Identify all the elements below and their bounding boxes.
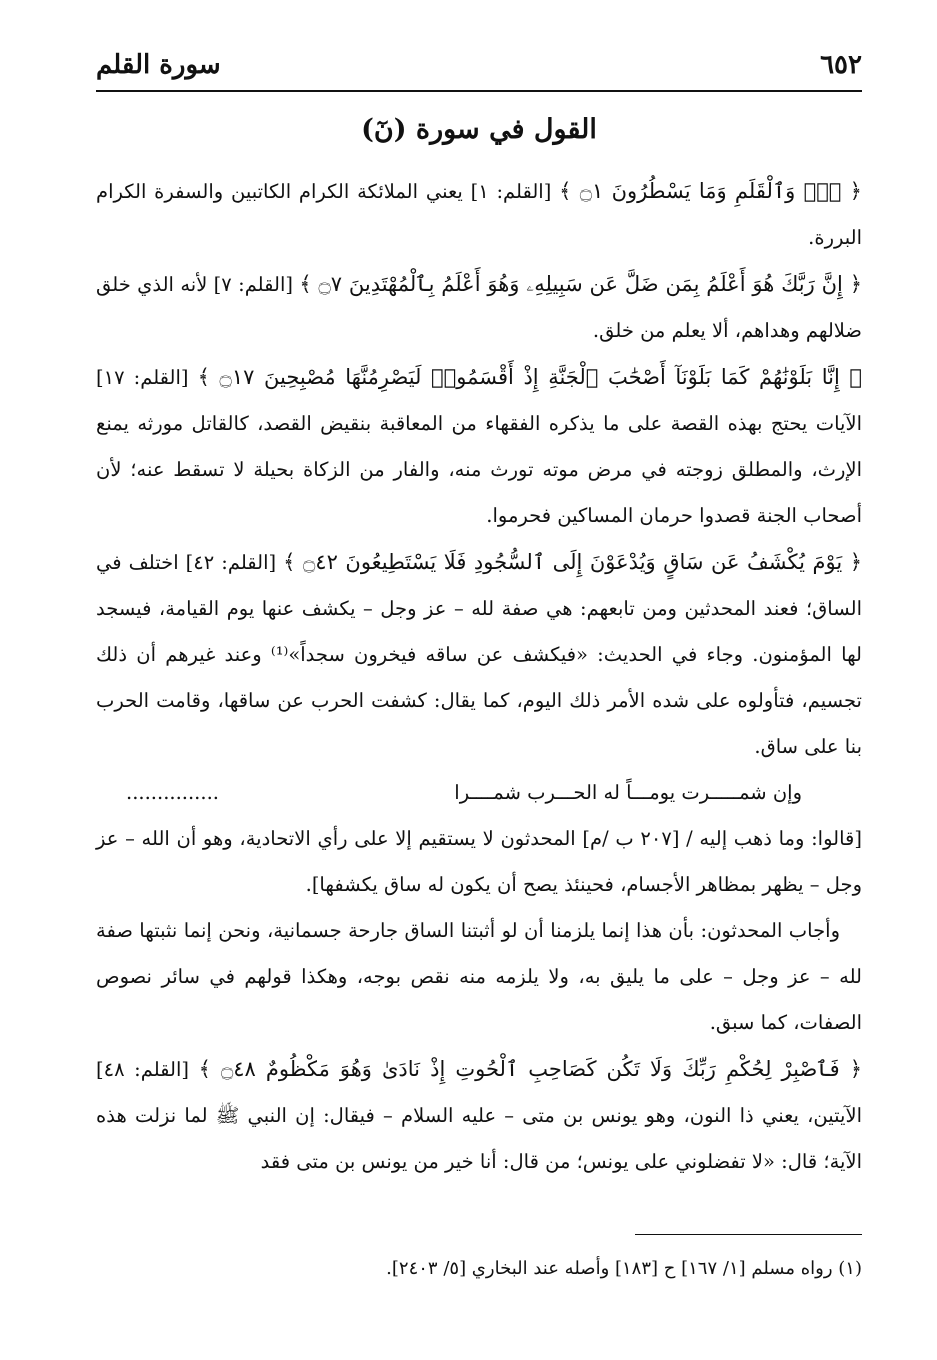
paragraph xyxy=(96,354,862,539)
poem-first-hemistich: وإن شمـــــرت يومـــاً له الحـــرب شمــــرا xyxy=(454,781,802,804)
paragraph xyxy=(96,168,862,261)
paragraph xyxy=(96,1046,862,1185)
quran-verse: ﴿ فَٱصْبِرْ لِحُكْمِ رَبِّكَ وَلَا تَكُن كَصَاحِبِ ٱلْحُوتِ إِذْ نَادَىٰ وَهُوَ مَكْظُومٌ ۝٤٨ ﴾ xyxy=(198,1057,863,1081)
quran-verse: ﴿ نٓۚ وَٱلْقَلَمِ وَمَا يَسْطُرُونَ ۝١ ﴾ xyxy=(559,179,862,203)
chapter-title: القول في سورة (نٓ) xyxy=(361,114,597,145)
page-body xyxy=(96,168,862,1185)
quran-verse: ﴿ إِنَّ رَبَّكَ هُوَ أَعْلَمُ بِمَن ضَلَّ عَن سَبِيلِهِۦ وَهُوَ أَعْلَمُ بِٱلْمُهْتَدِينَ ۝٧ ﴾ xyxy=(299,272,863,296)
commentary-text: [القلم: ١٧] الآيات يحتج بهذه القصة على ما يذكره الفقهاء من المعاقبة بنقيض القصد، كالقاتل مورثه يمنع الإرث، والمطلق زوجته في مرض موته تورث منه، والفار من الزكاة بحيلة لا تسقط عنه؛ لأن أصحاب الجنة قصدوا حرمان المساكين فحرموا. xyxy=(96,366,862,527)
footnote: (١) رواه مسلم [١/ ١٦٧] ح [١٨٣] وأصله عند البخاري [٥/ ٢٤٠٣]. xyxy=(386,1258,862,1279)
commentary-text: [القلم: ١] يعني الملائكة الكرام الكاتبين والسفرة الكرام البررة. xyxy=(96,180,862,249)
paragraph xyxy=(96,539,862,770)
quran-verse: ﴿ إِنَّا بَلَوْنَٰهُمْ كَمَا بَلَوْنَآ أَصْحَٰبَ ٱلْجَنَّةِ إِذْ أَقْسَمُوا۟ لَيَصْرِمُنَّهَا مُصْبِحِينَ ۝١٧ ﴾ xyxy=(197,365,863,389)
paragraph: [قالوا: وما ذهب إليه / [٢٠٧ ب /م] المحدثون لا يستقيم إلا على رأي الاتحادية، وهو أن الله – عز وجل – يظهر بمظاهر الأجسام، فحينئذ يصح أن يكون له ساق يكشفها]. xyxy=(96,827,862,896)
paragraph xyxy=(96,261,862,354)
commentary-text: [القلم: ٤٢] اختلف في الساق؛ فعند المحدثين ومن تابعهم: هي صفة لله – عز وجل – يكشف عنها يوم القيامة، فيسجد لها المؤمنون. وجاء في الحديث: «فيكشف عن ساقه فيخرون سجداً»⁽¹⁾ وعند غيرهم أن ذلك تجسيم، فتأولوه على شده الأمر ذلك اليوم، كما يقال: كشفت الحرب عن ساقها، وقامت الحرب بنا على ساق. xyxy=(96,551,862,758)
commentary-text: [القلم: ٧] لأنه الذي خلق ضلالهم وهداهم، ألا يعلم من خلق. xyxy=(96,273,862,342)
poem-verse xyxy=(96,770,862,816)
poem-second-hemistich: ............... xyxy=(126,781,219,804)
page-header xyxy=(96,44,862,92)
paragraph: وأجاب المحدثون: بأن هذا إنما يلزمنا أن لو أثبتنا الساق جارحة جسمانية، ونحن إنما نثبتها صفة لله – عز وجل – على ما يليق به، ولا يلزمه منه نقص بوجه، وهكذا قولهم في سائر نصوص الصفات، كما سبق. xyxy=(96,919,862,1034)
page-number: ٦٥٢ xyxy=(820,50,862,80)
running-title: سورة القلم xyxy=(96,50,221,80)
commentary-text: [القلم: ٤٨] الآيتين، يعني ذا النون، وهو يونس بن متى – عليه السلام – فيقال: إن النبي ﷺ لما نزلت هذه الآية؛ قال: «لا تفضلوني على يونس؛ من قال: أنا خير من يونس بن متى فقد xyxy=(96,1058,862,1173)
footnote-separator xyxy=(635,1234,862,1235)
quran-verse: ﴿ يَوْمَ يُكْشَفُ عَن سَاقٍ وَيُدْعَوْنَ إِلَى ٱلسُّجُودِ فَلَا يَسْتَطِيعُونَ ۝٤٢ ﴾ xyxy=(283,550,863,574)
